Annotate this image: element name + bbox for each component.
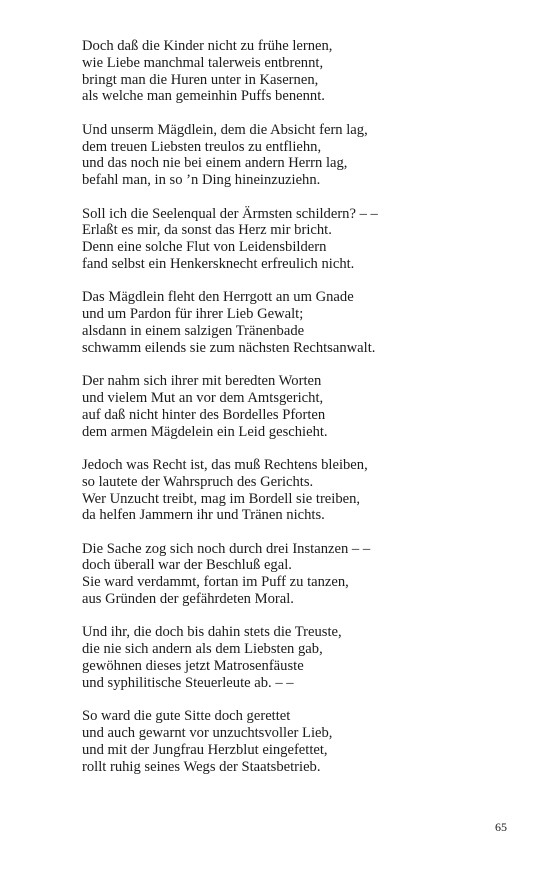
poem-line: Jedoch was Recht ist, das muß Rechtens bleiben, — [82, 456, 368, 473]
stanza — [82, 289, 522, 356]
stanza — [82, 708, 522, 775]
poem-line: So ward die gute Sitte doch gerettet — [82, 708, 291, 725]
poem-line: Und ihr, die doch bis dahin stets die Treuste, — [82, 624, 342, 641]
poem-line: Das Mägdlein fleht den Herrgott an um Gnade — [82, 289, 354, 306]
poem-line: fand selbst ein Henkersknecht erfreulich nicht. — [82, 255, 355, 272]
poem-line: alsdann in einem salzigen Tränenbade — [82, 322, 305, 339]
poem-line: Soll ich die Seelenqual der Ärmsten schildern? – – — [82, 205, 378, 222]
poem-line: doch überall war der Beschluß egal. — [82, 557, 292, 574]
poem-line: aus Gründen der gefährdeten Moral. — [82, 591, 294, 608]
poem-line: als welche man gemeinhin Puffs benennt. — [82, 88, 325, 105]
poem-line: Denn eine solche Flut von Leidensbildern — [82, 239, 327, 256]
stanza — [82, 457, 522, 524]
page-number: 65 — [495, 820, 507, 834]
poem-line: rollt ruhig seines Wegs der Staatsbetrieb. — [82, 758, 321, 775]
poem-line: Erlaßt es mir, da sonst das Herz mir bricht. — [82, 222, 332, 239]
poem-line: dem armen Mägdelein ein Leid geschieht. — [82, 423, 328, 440]
poem-line: und syphilitische Steuerleute ab. – – — [82, 674, 294, 691]
poem-body — [82, 38, 522, 792]
poem-line: wie Liebe manchmal talerweis entbrennt, — [82, 54, 324, 71]
stanza — [82, 122, 522, 189]
poem-line: Doch daß die Kinder nicht zu frühe lernen, — [82, 38, 333, 54]
poem-line: Der nahm sich ihrer mit beredten Worten — [82, 373, 322, 390]
poem-line: dem treuen Liebsten treulos zu entfliehn, — [82, 138, 322, 155]
poem-line: Und unserm Mägdlein, dem die Absicht fern lag, — [82, 121, 368, 138]
poem-line: und mit der Jungfrau Herzblut eingefettet, — [82, 741, 328, 758]
poem-line: und um Pardon für ihrer Lieb Gewalt; — [82, 306, 304, 323]
poem-line: bringt man die Huren unter in Kasernen, — [82, 71, 319, 88]
stanza — [82, 38, 522, 105]
poem-line: Sie ward verdammt, fortan im Puff zu tanzen, — [82, 574, 349, 591]
poem-line: und vielem Mut an vor dem Amtsgericht, — [82, 389, 324, 406]
stanza — [82, 206, 522, 273]
poem-line: da helfen Jammern ihr und Tränen nichts. — [82, 507, 325, 524]
poem-line: schwamm eilends sie zum nächsten Rechtsanwalt. — [82, 339, 376, 356]
poem-line: auf daß nicht hinter des Bordelles Pforten — [82, 406, 326, 423]
poem-line: und das noch nie bei einem andern Herrn lag, — [82, 155, 348, 172]
stanza — [82, 541, 522, 608]
poem-line: Die Sache zog sich noch durch drei Instanzen – – — [82, 540, 371, 557]
poem-line: gewöhnen dieses jetzt Matrosenfäuste — [82, 658, 304, 675]
stanza — [82, 624, 522, 691]
poem-line: und auch gewarnt vor unzuchtsvoller Lieb, — [82, 725, 333, 742]
poem-line: befahl man, in so ’n Ding hineinzuziehn. — [82, 172, 321, 189]
poem-line: die nie sich andern als dem Liebsten gab, — [82, 641, 323, 658]
poem-line: so lautete der Wahrspruch des Gerichts. — [82, 473, 314, 490]
poem-line: Wer Unzucht treibt, mag im Bordell sie treiben, — [82, 490, 361, 507]
stanza — [82, 373, 522, 440]
